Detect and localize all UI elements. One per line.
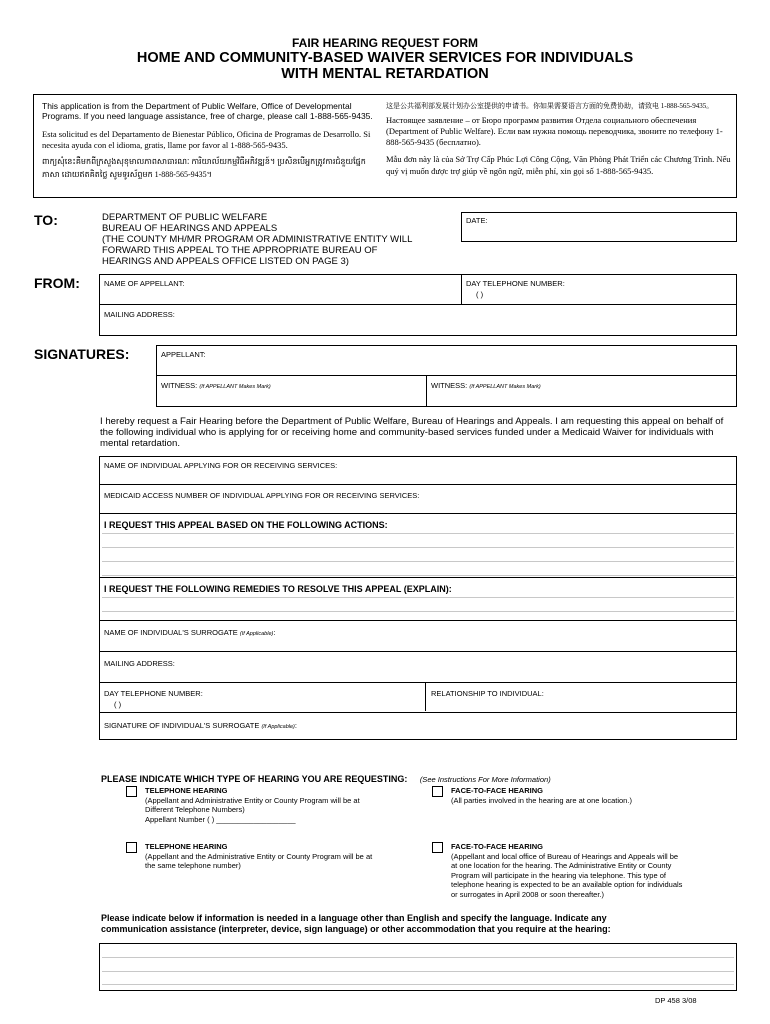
from-box [99, 274, 737, 336]
appellant-address-label: MAILING ADDRESS: [104, 310, 175, 319]
from-label: FROM: [34, 275, 80, 291]
option2-title: FACE-TO-FACE HEARING [451, 786, 543, 795]
surrogate-if-applicable: (If Applicable) [239, 631, 274, 637]
remedies-heading: I REQUEST THE FOLLOWING REMEDIES TO RESOLVE THIS APPEAL (EXPLAIN): [104, 584, 452, 594]
surrogate-signature-field[interactable] [104, 721, 732, 737]
option4-line3: Program will participate in the hearing via telephone. This type of [451, 870, 666, 880]
option3-line1: (Appellant and the Administrative Entity or County Program will be at [145, 851, 373, 861]
appellant-name-label: NAME OF APPELLANT: [104, 279, 185, 288]
signatures-label: SIGNATURES: [34, 346, 130, 362]
relationship-field[interactable] [431, 689, 731, 709]
option3-line2: the same telephone number) [145, 861, 241, 870]
option3-title: TELEPHONE HEARING [145, 842, 228, 851]
witness-label-2: WITNESS: [431, 381, 468, 390]
surrogate-address-field[interactable] [104, 659, 732, 679]
subtitle-line-2: WITH MENTAL RETARDATION [281, 66, 489, 82]
individual-name-field[interactable] [104, 461, 732, 483]
surrogate-name-field[interactable] [104, 628, 732, 648]
surrogate-phone-paren: ( ) [114, 700, 122, 709]
language-request-line1: Please indicate below if information is needed in a language other than English and specify the language. Indicate any [101, 913, 607, 923]
appellant-signature-field[interactable] [161, 350, 731, 372]
form-subtitle [0, 50, 770, 82]
option-face-to-face-all [451, 786, 736, 805]
witness-note-2: (If APPELLANT Makes Mark) [469, 384, 541, 390]
to-line-4: FORWARD THIS APPEAL TO THE APPROPRIATE BUREAU OF [102, 245, 378, 256]
form-title: FAIR HEARING REQUEST FORM [291, 36, 478, 50]
language-request-instructions [101, 913, 741, 935]
option4-line4: telephone hearing is expected to be an available option for individuals [451, 880, 683, 889]
request-statement: I hereby request a Fair Hearing before the Department of Public Welfare, Bureau of Hearings and Appeals. I am requesting this appeal on behalf of the following individual who is applying for or receiving home and community-based services funded under a Medicaid Waiver for individuals with mental retardation. [100, 416, 724, 449]
signatures-box [156, 345, 737, 407]
surrogate-address-label: MAILING ADDRESS: [104, 659, 175, 668]
surrogate-name-label: NAME OF INDIVIDUAL'S SURROGATE [104, 628, 238, 637]
chinese-notice: 这是公共福利部发展计划办公室提供的申请书。你如果需要语言方面的免费协助，请致电 1-888-565-9435。 [386, 102, 714, 110]
witness-signature-field-2[interactable] [431, 381, 731, 403]
remedies-text-area[interactable] [100, 597, 736, 621]
appellant-phone-field[interactable] [466, 279, 732, 303]
medicaid-number-field[interactable] [104, 491, 732, 511]
hearing-type-question [101, 769, 551, 787]
hearing-question-text: PLEASE INDICATE WHICH TYPE OF HEARING YOU ARE REQUESTING: [101, 774, 408, 784]
option4-line1: (Appellant and local office of Bureau of Hearings and Appeals will be [451, 851, 679, 861]
telephone-hearing-same-checkbox[interactable] [126, 842, 137, 853]
to-line-3: (THE COUNTY MH/MR PROGRAM OR ADMINISTRATIVE ENTITY WILL [102, 234, 413, 245]
appellant-signature-label: APPELLANT: [161, 350, 206, 359]
surrogate-phone-label: DAY TELEPHONE NUMBER: [104, 689, 203, 698]
to-line-2: BUREAU OF HEARINGS AND APPEALS [102, 223, 278, 234]
appellant-phone-label: DAY TELEPHONE NUMBER: [466, 279, 565, 288]
appellant-address-field[interactable] [104, 310, 734, 334]
surrogate-signature-label: SIGNATURE OF INDIVIDUAL'S SURROGATE [104, 721, 260, 730]
option1-title: TELEPHONE HEARING [145, 786, 228, 795]
relationship-label: RELATIONSHIP TO INDIVIDUAL: [431, 689, 544, 698]
option4-title: FACE-TO-FACE HEARING [451, 842, 543, 851]
khmer-notice: ពាក្យសុំនេះគឺមកពីក្រសួងសុខុមាលភាពសាធារណៈ ការិយាល័យកម្មវិធីអភិវឌ្ឍន៍។ ប្រសិនបើអ្នកត្រូវការជំនួយផ្នែកភាសា ដោយឥតគិតថ្លៃ សូមទូរស័ព្ទមក 1-888-565-9435។ [42, 157, 366, 179]
surrogate-colon: : [273, 628, 276, 637]
witness-signature-field-1[interactable] [161, 381, 423, 403]
date-field[interactable] [461, 212, 737, 242]
appellant-name-field[interactable] [104, 279, 459, 303]
to-line-1: DEPARTMENT OF PUBLIC WELFARE [102, 212, 268, 223]
surrogate-phone-field[interactable] [104, 689, 420, 713]
date-label: DATE: [466, 216, 488, 225]
option-telephone-same [145, 842, 425, 871]
hearing-question-note: (See Instructions For More Information) [419, 775, 551, 784]
medicaid-number-label: MEDICAID ACCESS NUMBER OF INDIVIDUAL APPLYING FOR OR RECEIVING SERVICES: [104, 491, 420, 500]
language-assistance-box [33, 94, 737, 198]
witness-note-1: (If APPELLANT Makes Mark) [199, 384, 271, 390]
to-label: TO: [34, 212, 58, 228]
to-address [102, 212, 412, 267]
language-request-line2: communication assistance (interpreter, device, sign language) or other accommodation that you require at the hearing: [101, 924, 611, 934]
option2-line1: (All parties involved in the hearing are at one location.) [451, 795, 632, 805]
appellant-phone-paren: ( ) [476, 290, 484, 299]
face-to-face-bha-checkbox[interactable] [432, 842, 443, 853]
signature-colon: : [294, 721, 297, 730]
option4-line2: at one location for the hearing. The Administrative Entity or County [451, 861, 672, 870]
witness-label-1: WITNESS: [161, 381, 198, 390]
individual-info-box [99, 456, 737, 740]
signature-if-applicable: (If Applicable) [261, 724, 295, 730]
language-request-text-area[interactable] [99, 943, 737, 991]
spanish-notice: Esta solicitud es del Departamento de Bienestar Público, Oficina de Programas de Desarrollo. Si necesita ayuda con el idioma, gratis, llame por favor al 1-888-565-9435. [42, 129, 371, 150]
option-face-to-face-bha [451, 842, 741, 899]
english-notice: This application is from the Department of Public Welfare, Office of Developmental Programs. If you need language assistance, free of charge, please call 1-888-565-9435. [42, 101, 373, 121]
option4-line5: or surrogates in April 2008 or soon thereafter.) [451, 889, 605, 899]
option-telephone-different [145, 786, 425, 824]
subtitle-line-1: HOME AND COMMUNITY-BASED WAIVER SERVICES FOR INDIVIDUALS [136, 50, 634, 66]
individual-name-label: NAME OF INDIVIDUAL APPLYING FOR OR RECEIVING SERVICES: [104, 461, 338, 470]
telephone-hearing-different-checkbox[interactable] [126, 786, 137, 797]
actions-heading: I REQUEST THIS APPEAL BASED ON THE FOLLOWING ACTIONS: [104, 520, 388, 530]
option1-line3: Appellant Number ( ) ___________________ [145, 814, 296, 824]
to-line-5: HEARINGS AND APPEALS OFFICE LISTED ON PAGE 3) [102, 256, 349, 267]
vietnamese-notice: Mẫu đơn này là của Sở Trợ Cấp Phúc Lợi Công Cộng, Văn Phòng Phát Triển các Chương Trình. Nếu quý vị muốn được trợ giúp về ngôn ngữ, miễn phí, xin gọi số 1-888-565-9435. [386, 154, 731, 176]
option1-line2: Different Telephone Numbers) [145, 805, 245, 814]
option1-line1: (Appellant and Administrative Entity or County Program will be at [145, 795, 360, 805]
russian-notice: Настоящее заявление – от Бюро программ развития Отдела социального обеспечения (Department of Public Welfare). Если вам нужна помощь переводчика, звоните по телефону 1-888-565-9435 (бесплатно). [386, 115, 723, 147]
face-to-face-all-checkbox[interactable] [432, 786, 443, 797]
actions-text-area[interactable] [100, 533, 736, 579]
form-number: DP 458 3/08 [655, 996, 697, 1005]
